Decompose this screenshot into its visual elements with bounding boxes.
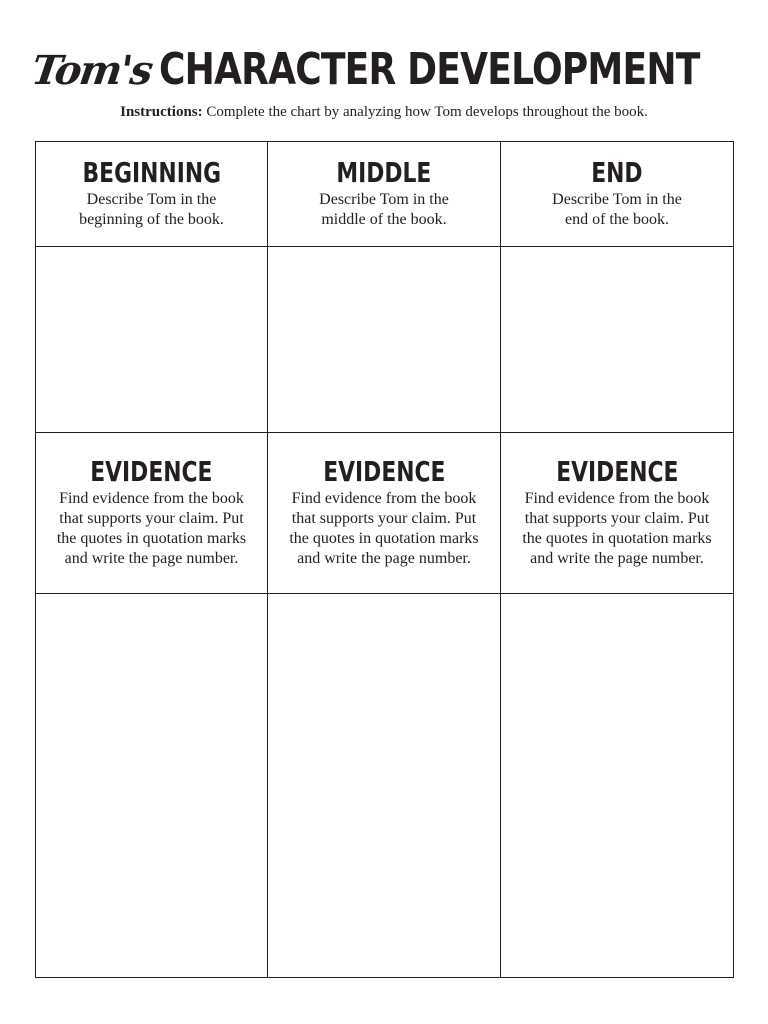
evidence-title: EVIDENCE	[90, 455, 213, 488]
evidence-desc-line: the quotes in quotation marks	[289, 530, 479, 547]
instructions-label: Instructions:	[120, 104, 203, 120]
evidence-desc-line: and write the page number.	[530, 550, 704, 567]
middle-desc-line: middle of the book.	[321, 211, 447, 228]
evidence-desc-line: Find evidence from the book	[59, 490, 244, 507]
development-chart	[35, 141, 734, 978]
evidence-description	[268, 489, 500, 569]
evidence-desc-line: that supports your claim. Put	[59, 510, 244, 527]
beginning-desc-line: beginning of the book.	[79, 211, 224, 228]
stage-header-row	[36, 142, 734, 247]
evidence-desc-line: Find evidence from the book	[524, 490, 710, 507]
evidence-description	[36, 489, 267, 569]
evidence-title: EVIDENCE	[322, 455, 446, 488]
middle-header-cell	[268, 142, 501, 247]
beginning-answer-box[interactable]	[36, 247, 268, 433]
end-description	[501, 190, 733, 230]
middle-description	[268, 190, 500, 230]
description-answer-row	[36, 247, 734, 433]
middle-answer-box[interactable]	[268, 247, 501, 433]
title-script-name: Tom's	[28, 47, 155, 94]
instructions	[0, 104, 768, 121]
beginning-description	[36, 190, 267, 230]
end-header-cell	[501, 142, 734, 247]
evidence-header-row	[36, 433, 734, 594]
evidence-answer-row	[36, 594, 734, 978]
evidence-desc-line: the quotes in quotation marks	[522, 530, 712, 547]
evidence-title: EVIDENCE	[555, 455, 679, 488]
evidence-header-cell	[36, 433, 268, 594]
middle-evidence-box[interactable]	[268, 594, 501, 978]
evidence-desc-line: and write the page number.	[297, 550, 471, 567]
end-answer-box[interactable]	[501, 247, 734, 433]
end-evidence-box[interactable]	[501, 594, 734, 978]
beginning-desc-line: Describe Tom in the	[86, 191, 217, 208]
beginning-header-cell	[36, 142, 268, 247]
evidence-desc-line: that supports your claim. Put	[524, 510, 710, 527]
evidence-header-cell	[268, 433, 501, 594]
end-desc-line: Describe Tom in the	[552, 191, 682, 208]
title-main-text: CHARACTER DEVELOPMENT	[158, 44, 700, 95]
beginning-evidence-box[interactable]	[36, 594, 268, 978]
page-header	[0, 44, 768, 121]
evidence-desc-line: and write the page number.	[64, 550, 239, 567]
middle-desc-line: Describe Tom in the	[319, 191, 449, 208]
evidence-desc-line: that supports your claim. Put	[291, 510, 477, 527]
evidence-desc-line: the quotes in quotation marks	[56, 530, 247, 547]
instructions-text: Complete the chart by analyzing how Tom develops throughout the book.	[202, 104, 648, 120]
beginning-title: BEGINNING	[82, 156, 221, 189]
middle-title: MIDDLE	[336, 156, 432, 189]
end-desc-line: end of the book.	[565, 211, 669, 228]
evidence-desc-line: Find evidence from the book	[291, 490, 477, 507]
evidence-header-cell	[501, 433, 734, 594]
evidence-description	[501, 489, 733, 569]
page-title	[0, 44, 768, 102]
end-title: END	[591, 156, 643, 189]
